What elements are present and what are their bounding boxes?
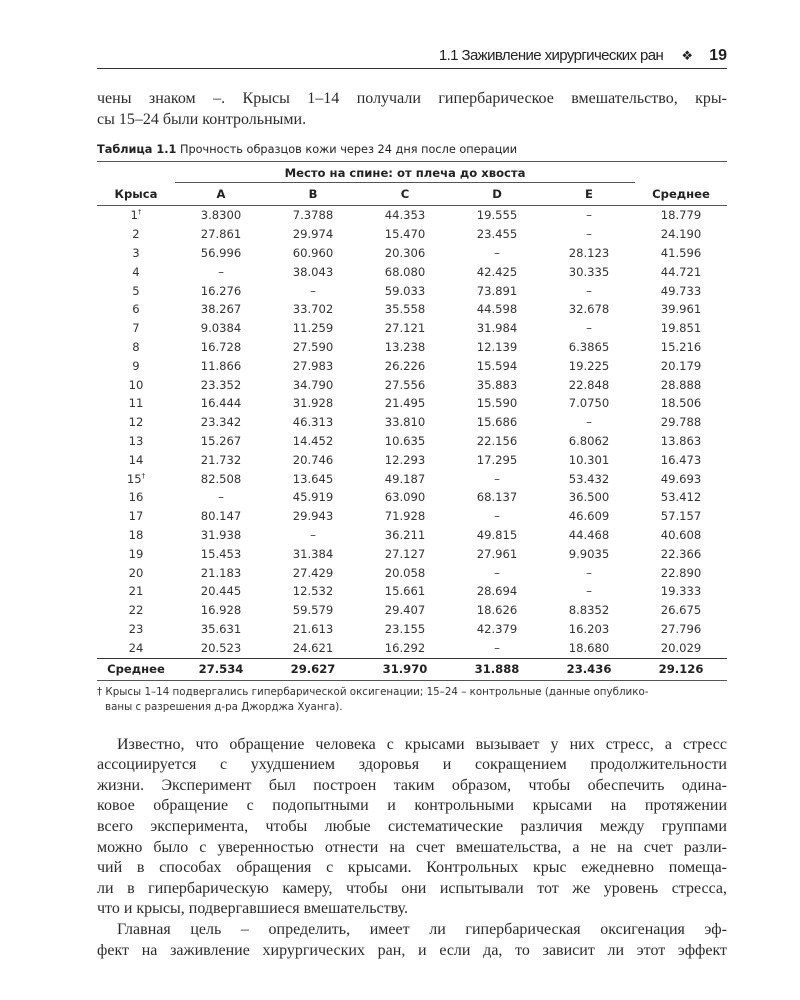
table-row [97, 451, 727, 470]
value-cell: 10.635 [384, 434, 426, 449]
value-cell: 16.276 [200, 283, 242, 298]
rat-cell [97, 507, 175, 526]
value-cell: 29.407 [384, 603, 426, 618]
value-cell: 11.866 [200, 358, 242, 373]
rat-cell [97, 564, 175, 583]
text-line: всего эксперимента, чтобы любые систематические различия между группами [97, 817, 727, 835]
table-row [97, 526, 727, 545]
value-cell: 63.090 [384, 490, 426, 505]
table-row [97, 639, 727, 658]
value-cell: 33.810 [384, 415, 426, 430]
text-line: ли в гипербарическую камеру, чтобы они испытывали тот же уровень стресса, [97, 879, 727, 897]
value-cell: 73.891 [476, 283, 518, 298]
value-cell: 82.508 [200, 471, 242, 486]
value-cell: 22.366 [660, 546, 702, 561]
value-cell: 21.613 [292, 622, 334, 637]
table-caption [97, 143, 727, 162]
value-cell: 18.626 [476, 603, 518, 618]
value-cell: 16.444 [200, 396, 242, 411]
total-value: 27.534 [175, 658, 267, 680]
value-cell: 49.733 [660, 283, 702, 298]
value-cell: – [494, 471, 500, 486]
total-value: 23.436 [543, 658, 635, 680]
rat-cell [97, 244, 175, 263]
value-cell: 29.788 [660, 415, 702, 430]
value-cell: 26.675 [660, 603, 702, 618]
value-cell: 6.8062 [568, 434, 610, 449]
value-cell: – [586, 227, 592, 242]
table-row [97, 225, 727, 244]
value-cell: 16.203 [568, 622, 610, 637]
value-cell: – [586, 584, 592, 599]
value-cell: 13.645 [292, 471, 334, 486]
column-header: Среднее [635, 183, 727, 206]
rat-cell [97, 376, 175, 395]
value-cell: 3.8300 [200, 208, 242, 223]
value-cell: – [494, 565, 500, 580]
table-row [97, 470, 727, 489]
value-cell: 44.468 [568, 528, 610, 543]
rat-number: 20 [128, 565, 144, 580]
paragraph-1 [97, 735, 727, 920]
rat-cell [97, 263, 175, 282]
value-cell: – [494, 509, 500, 524]
table-row [97, 488, 727, 507]
value-cell: 15.453 [200, 546, 242, 561]
rat-number: 6 [132, 302, 140, 317]
rat-number: 21 [128, 584, 144, 599]
rat-number: 23 [128, 622, 144, 637]
value-cell: 23.155 [384, 622, 426, 637]
rat-cell [97, 526, 175, 545]
dagger-mark: † [141, 471, 146, 480]
value-cell: 31.938 [200, 528, 242, 543]
value-cell: 49.815 [476, 528, 518, 543]
value-cell: 27.861 [200, 227, 242, 242]
value-cell: 26.226 [384, 358, 426, 373]
value-cell: 6.3865 [568, 340, 610, 355]
value-cell: 80.147 [200, 509, 242, 524]
rat-cell [97, 620, 175, 639]
value-cell: 18.506 [660, 396, 702, 411]
value-cell: 8.8352 [568, 603, 610, 618]
text-line: Известно, что обращение человека с крысами вызывает у них стресс, а стресс [117, 735, 727, 753]
value-cell: – [494, 246, 500, 261]
value-cell: 29.943 [292, 509, 334, 524]
rat-number: 2 [132, 227, 140, 242]
rat-number: 15 [126, 471, 142, 486]
value-cell: 13.863 [660, 434, 702, 449]
value-cell: 22.848 [568, 377, 610, 392]
value-cell: 23.342 [200, 415, 242, 430]
value-cell: 20.746 [292, 452, 334, 467]
value-cell: 15.267 [200, 434, 242, 449]
value-cell: 19.225 [568, 358, 610, 373]
table-row [97, 507, 727, 526]
rat-cell [97, 338, 175, 357]
value-cell: 12.139 [476, 340, 518, 355]
value-cell: 44.598 [476, 302, 518, 317]
text-line: чены знаком –. Крысы 1–14 получали гипербарическое вмешательство, кры- [97, 90, 727, 107]
rat-cell [97, 394, 175, 413]
value-cell: 42.379 [476, 622, 518, 637]
value-cell: 59.579 [292, 603, 334, 618]
data-table [97, 164, 727, 680]
table-label: Таблица 1.1 [97, 143, 177, 157]
rat-number: 3 [132, 246, 140, 261]
text-line: ассоциируется с ухудшением здоровья и сокращением продолжительности [97, 756, 727, 774]
rat-cell [97, 601, 175, 620]
column-header: Крыса [97, 183, 175, 206]
value-cell: 29.974 [292, 227, 334, 242]
value-cell: 22.156 [476, 434, 518, 449]
text-line: жизни. Эксперимент был построен таким образом, чтобы обеспечить одина- [97, 776, 727, 794]
value-cell: 40.608 [660, 528, 702, 543]
value-cell: 71.928 [384, 509, 426, 524]
paragraph-2 [97, 920, 727, 961]
value-cell: 16.728 [200, 340, 242, 355]
table-row [97, 564, 727, 583]
value-cell: 7.3788 [292, 208, 334, 223]
value-cell: 16.473 [660, 452, 702, 467]
value-cell: 12.293 [384, 452, 426, 467]
value-cell: 22.890 [660, 565, 702, 580]
rat-cell [97, 488, 175, 507]
rat-cell [97, 639, 175, 658]
table-row [97, 545, 727, 564]
table-row [97, 244, 727, 263]
value-cell: 44.721 [660, 264, 702, 279]
value-cell: 15.594 [476, 358, 518, 373]
value-cell: 23.352 [200, 377, 242, 392]
value-cell: 20.179 [660, 358, 702, 373]
value-cell: 12.532 [292, 584, 334, 599]
rat-cell [97, 300, 175, 319]
value-cell: 13.238 [384, 340, 426, 355]
value-cell: 17.295 [476, 452, 518, 467]
table-row [97, 206, 727, 225]
rat-number: 4 [132, 264, 140, 279]
value-cell: 35.558 [384, 302, 426, 317]
value-cell: 68.080 [384, 264, 426, 279]
value-cell: 9.0384 [200, 321, 242, 336]
value-cell: 27.556 [384, 377, 426, 392]
column-header: A [175, 183, 267, 206]
table-row [97, 338, 727, 357]
value-cell: 16.292 [384, 640, 426, 655]
value-cell: 7.0750 [568, 396, 610, 411]
value-cell: 18.779 [660, 208, 702, 223]
column-header: E [543, 183, 635, 206]
value-cell: 24.621 [292, 640, 334, 655]
value-cell: 21.495 [384, 396, 426, 411]
value-cell: – [586, 565, 592, 580]
value-cell: 45.919 [292, 490, 334, 505]
value-cell: 11.259 [292, 321, 334, 336]
value-cell: 38.267 [200, 302, 242, 317]
value-cell: 20.029 [660, 640, 702, 655]
table-row [97, 300, 727, 319]
total-row [97, 658, 727, 680]
page-number: 19 [709, 47, 727, 64]
rat-number: 17 [128, 509, 144, 524]
value-cell: – [586, 208, 592, 223]
rat-cell [97, 413, 175, 432]
value-cell: 53.432 [568, 471, 610, 486]
value-cell: 56.996 [200, 246, 242, 261]
column-header: C [359, 183, 451, 206]
rat-number: 14 [128, 452, 144, 467]
table-row [97, 263, 727, 282]
rat-cell [97, 282, 175, 301]
value-cell: 28.888 [660, 377, 702, 392]
value-cell: 15.686 [476, 415, 518, 430]
rat-cell [97, 357, 175, 376]
value-cell: 41.596 [660, 246, 702, 261]
value-cell: 15.590 [476, 396, 518, 411]
value-cell: 15.470 [384, 227, 426, 242]
table-row [97, 413, 727, 432]
value-cell: 20.306 [384, 246, 426, 261]
value-cell: 27.121 [384, 321, 426, 336]
total-value: 29.627 [267, 658, 359, 680]
value-cell: – [494, 640, 500, 655]
footnote-line: † Крысы 1–14 подвергались гипербарической оксигенации; 15–24 – контрольные (данные опублико- [97, 685, 649, 698]
total-value: 31.888 [451, 658, 543, 680]
rat-number: 7 [132, 321, 140, 336]
value-cell: 27.590 [292, 340, 334, 355]
value-cell: 24.190 [660, 227, 702, 242]
rat-number: 5 [132, 283, 140, 298]
table-row [97, 376, 727, 395]
table-row [97, 601, 727, 620]
rat-cell [97, 319, 175, 338]
rat-cell [97, 545, 175, 564]
value-cell: 44.353 [384, 208, 426, 223]
group-header: Место на спине: от плеча до хвоста [175, 164, 635, 183]
table-footnote [97, 685, 727, 715]
rat-number: 12 [128, 415, 144, 430]
rat-number: 9 [132, 358, 140, 373]
value-cell: – [310, 528, 316, 543]
rat-number: 1 [130, 208, 138, 223]
value-cell: 20.058 [384, 565, 426, 580]
value-cell: 36.500 [568, 490, 610, 505]
total-value: 29.126 [635, 658, 727, 680]
value-cell: 27.127 [384, 546, 426, 561]
value-cell: 16.928 [200, 603, 242, 618]
rat-cell [97, 470, 175, 489]
value-cell: – [218, 264, 224, 279]
rat-number: 22 [128, 603, 144, 618]
value-cell: 30.335 [568, 264, 610, 279]
rat-cell [97, 206, 175, 225]
value-cell: 35.883 [476, 377, 518, 392]
value-cell: 15.661 [384, 584, 426, 599]
value-cell: 19.555 [476, 208, 518, 223]
value-cell: 36.211 [384, 528, 426, 543]
table-row [97, 282, 727, 301]
value-cell: – [218, 490, 224, 505]
column-header: D [451, 183, 543, 206]
value-cell: 23.455 [476, 227, 518, 242]
value-cell: 31.984 [476, 321, 518, 336]
value-cell: 49.187 [384, 471, 426, 486]
value-cell: – [586, 321, 592, 336]
value-cell: 49.693 [660, 471, 702, 486]
value-cell: 15.216 [660, 340, 702, 355]
rat-cell [97, 451, 175, 470]
footnote-line: ваны с разрешения д-ра Джорджа Хуанга). [105, 700, 343, 713]
value-cell: 39.961 [660, 302, 702, 317]
value-cell: 42.425 [476, 264, 518, 279]
text-line: сы 15–24 были контрольными. [97, 110, 307, 128]
rat-number: 13 [128, 434, 144, 449]
rat-number: 11 [128, 396, 144, 411]
rat-number: 24 [128, 640, 144, 655]
table-row [97, 620, 727, 639]
value-cell: 35.631 [200, 622, 242, 637]
rat-number: 18 [128, 528, 144, 543]
value-cell: 46.313 [292, 415, 334, 430]
text-line: фект на заживление хирургических ран, и если да, то зависит ли этот эффект [97, 941, 727, 959]
rat-number: 8 [132, 340, 140, 355]
table-row [97, 319, 727, 338]
value-cell: – [586, 283, 592, 298]
value-cell: 53.412 [660, 490, 702, 505]
value-cell: 14.452 [292, 434, 334, 449]
value-cell: 18.680 [568, 640, 610, 655]
value-cell: 27.429 [292, 565, 334, 580]
column-header: B [267, 183, 359, 206]
value-cell: 59.033 [384, 283, 426, 298]
value-cell: 20.523 [200, 640, 242, 655]
value-cell: 57.157 [660, 509, 702, 524]
value-cell: 21.183 [200, 565, 242, 580]
rat-number: 16 [128, 490, 144, 505]
text-line: можно было с уверенностью отнести на счет вмешательства, а не на счет разли- [97, 838, 727, 856]
value-cell: 28.123 [568, 246, 610, 261]
rat-cell [97, 582, 175, 601]
value-cell: 32.678 [568, 302, 610, 317]
rat-number: 19 [128, 546, 144, 561]
value-cell: 9.9035 [568, 546, 610, 561]
ornament-icon: ❖ [681, 48, 694, 63]
table-row [97, 432, 727, 451]
text-line: ковое обращение с подопытными и контрольными крысами на протяжении [97, 797, 727, 815]
value-cell: 68.137 [476, 490, 518, 505]
value-cell: 60.960 [292, 246, 334, 261]
value-cell: 38.043 [292, 264, 334, 279]
text-line: Главная цель – определить, имеет ли гипербарическая оксигенация эф- [117, 920, 727, 938]
rat-cell [97, 225, 175, 244]
value-cell: 10.301 [568, 452, 610, 467]
intro-paragraph [97, 89, 727, 130]
table-row [97, 357, 727, 376]
total-value: 31.970 [359, 658, 451, 680]
page-content [97, 44, 727, 961]
value-cell: 20.445 [200, 584, 242, 599]
value-cell: 31.928 [292, 396, 334, 411]
value-cell: 27.961 [476, 546, 518, 561]
text-line: что и крысы, подвергавшиеся вмешательству. [97, 900, 409, 918]
dagger-mark: † [137, 208, 142, 217]
rat-cell [97, 432, 175, 451]
value-cell: – [586, 415, 592, 430]
value-cell: 27.796 [660, 622, 702, 637]
value-cell: 21.732 [200, 452, 242, 467]
section-title: 1.1 Заживление хирургических ран [438, 47, 664, 64]
value-cell: 19.333 [660, 584, 702, 599]
value-cell: 33.702 [292, 302, 334, 317]
value-cell: 28.694 [476, 584, 518, 599]
value-cell: 34.790 [292, 377, 334, 392]
table-caption-text: Прочность образцов кожи через 24 дня после операции [179, 143, 518, 157]
running-header [97, 44, 727, 69]
value-cell: 27.983 [292, 358, 334, 373]
rat-number: 10 [128, 377, 144, 392]
table-row [97, 394, 727, 413]
table-row [97, 582, 727, 601]
value-cell: – [310, 283, 316, 298]
total-label: Среднее [97, 658, 175, 680]
text-line: чий в способах обращения с крысами. Контрольных крыс ежедневно помеща- [97, 859, 727, 877]
value-cell: 31.384 [292, 546, 334, 561]
value-cell: 46.609 [568, 509, 610, 524]
value-cell: 19.851 [660, 321, 702, 336]
